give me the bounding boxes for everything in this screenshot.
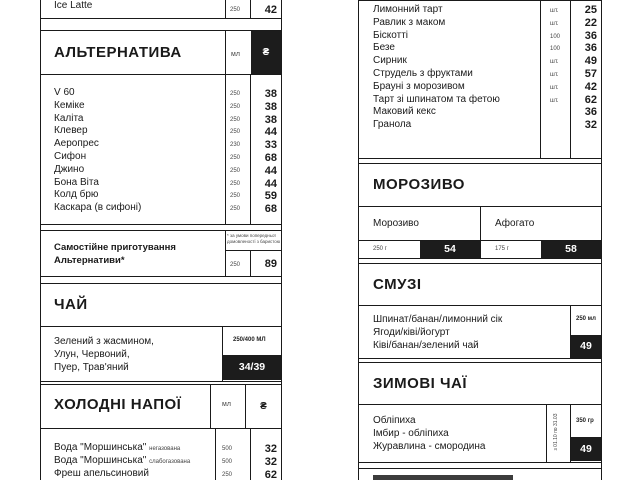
list-item: Маковий кекс	[373, 106, 436, 118]
list-item: Бона Віта	[54, 176, 99, 188]
item-price: 62	[264, 468, 277, 480]
item-price: 38	[264, 100, 277, 113]
section-title-tea: ЧАЙ	[54, 296, 88, 313]
item-price: 68	[264, 151, 277, 164]
list-item: Струдель з фруктами	[373, 67, 473, 79]
cold-unit-label: мл	[222, 401, 231, 408]
item-volume: 250	[230, 103, 241, 110]
item-price: 36	[584, 29, 597, 42]
ice-cream-item-2: Афогато	[495, 218, 535, 229]
item-volume: 250	[230, 206, 241, 213]
cold-item-0: Вода "Моршинська" негазована	[54, 442, 181, 453]
item-price: 57	[584, 67, 597, 80]
smoothie-price: 49	[571, 335, 601, 358]
item-price: 59	[264, 190, 277, 203]
list-item: V 60	[54, 87, 75, 98]
list-item: Каскара (в сифоні)	[54, 202, 142, 214]
section-title-alternative: АЛЬТЕРНАТИВА	[54, 44, 182, 61]
dessert-units	[550, 5, 560, 133]
list-item: Сирник	[373, 55, 407, 67]
item-unit	[550, 120, 560, 133]
tea-list	[54, 336, 154, 374]
alt-item-prices	[252, 88, 277, 216]
self-prep-line1: Самостійне приготування	[54, 242, 176, 253]
item-volume: 500	[222, 446, 233, 452]
item-unit: шт.	[550, 97, 559, 104]
section-title-winter-teas: ЗИМОВІ ЧАЇ	[373, 375, 468, 392]
list-item: Гранола	[373, 119, 412, 131]
ice-cream-item-2-price: 58	[541, 241, 601, 258]
item-price: 32	[264, 443, 277, 455]
item-price: 42	[584, 80, 597, 93]
smoothie-volume: 250 мл	[576, 316, 596, 322]
item-price: 36	[584, 106, 597, 119]
list-item: Аеропрес	[54, 138, 99, 150]
item-volume: 250	[230, 180, 241, 187]
item-unit: шт.	[550, 71, 559, 78]
list-item: Кеміке	[54, 99, 85, 111]
winter-tea-list	[373, 415, 485, 453]
cold-price-label: ₴	[260, 401, 267, 412]
item-price: 38	[264, 88, 277, 100]
list-item: Каліта	[54, 112, 84, 124]
winter-tea-season-note: з 01.10 по 31.03	[553, 413, 559, 451]
next-section-title-fragment	[373, 475, 513, 480]
cold-item-2: Фреш апельсиновий	[54, 468, 149, 479]
list-item: Ківі/банан/зелений чай	[373, 339, 479, 351]
item-volume: 250	[222, 471, 233, 478]
section-title-cold-drinks: ХОЛОДНІ НАПОЇ	[54, 396, 182, 413]
self-prep-line2: Альтернативи*	[54, 255, 125, 266]
item-unit: шт.	[550, 84, 559, 91]
cold-item-prices	[252, 443, 277, 480]
item-volume: 250	[230, 129, 241, 136]
list-item: Безе	[373, 42, 395, 54]
item-volume: 250	[230, 116, 241, 123]
self-prep-price: 89	[264, 258, 277, 270]
self-prep-note: * за умови попередньої домовленості з баристою	[227, 233, 281, 244]
list-item: Улун, Червоний,	[54, 348, 130, 360]
item-price: 32	[264, 455, 277, 468]
list-item: Тарт зі шпинатом та фетою	[373, 93, 500, 105]
alt-price-label: ₴	[251, 31, 281, 74]
item-volume: 230	[230, 142, 241, 149]
list-item: Журавлина - смородина	[373, 440, 486, 452]
dessert-names	[373, 4, 500, 132]
alt-item-names	[54, 87, 141, 215]
list-item: Пуер, Трав'яний	[54, 361, 129, 373]
section-title-ice-cream: МОРОЗИВО	[373, 176, 465, 193]
alt-item-volumes	[230, 88, 240, 216]
item-volume: 250	[230, 91, 241, 97]
section-title-smoothie: СМУЗІ	[373, 276, 422, 293]
item-price: 22	[584, 16, 597, 29]
smoothie-list	[373, 314, 502, 352]
list-item: Зелений з жасмином,	[54, 336, 154, 347]
list-item: Лимонний тарт	[373, 4, 443, 15]
ice-cream-item-1: Морозиво	[373, 218, 419, 229]
winter-tea-volume: 350 гр	[576, 418, 594, 424]
item-volume: 250	[230, 154, 241, 161]
list-item: Равлик з маком	[373, 16, 446, 28]
list-item: Обліпиха	[373, 415, 416, 426]
tea-price: 34/39	[223, 355, 281, 380]
self-prep-volume: 250	[230, 262, 241, 268]
item-price: 44	[264, 126, 277, 139]
list-item: Джино	[54, 163, 85, 175]
item-price: 62	[584, 93, 597, 106]
cold-item-1: Вода "Моршинська" слабогазована	[54, 455, 191, 466]
item-unit: шт.	[550, 59, 559, 66]
ice-cream-item-1-price: 54	[420, 241, 480, 258]
item-unit: шт.	[550, 8, 559, 14]
tea-volume: 250/400 МЛ	[233, 337, 266, 343]
item-unit: 100	[550, 33, 561, 40]
cold-item-volumes	[222, 443, 232, 480]
item-volume: 500	[222, 458, 233, 465]
item-price: 44	[264, 164, 277, 177]
item-volume: 250	[230, 193, 241, 200]
item-price: 49	[584, 55, 597, 68]
list-item: Імбир - обліпиха	[373, 427, 449, 439]
item-volume: 250	[230, 167, 241, 174]
item-ice-latte: Ice Latte	[54, 0, 93, 11]
list-item: Біскотті	[373, 29, 408, 41]
alt-unit-label: мл	[231, 51, 240, 58]
list-item: Ягоди/ківі/йогурт	[373, 326, 450, 338]
ice-cream-item-2-weight: 175 г	[495, 246, 509, 252]
list-item: Шпинат/банан/лимонний сік	[373, 314, 503, 325]
item-unit: шт.	[550, 20, 559, 27]
ice-cream-item-1-weight: 250 г	[373, 246, 387, 252]
item-price: 32	[584, 119, 597, 132]
item-price: 36	[584, 42, 597, 55]
item-ice-latte-price: 42	[264, 4, 277, 16]
item-price: 38	[264, 113, 277, 126]
item-price: 33	[264, 139, 277, 152]
item-price: 68	[264, 203, 277, 216]
item-unit	[550, 107, 560, 120]
dessert-prices	[572, 4, 597, 132]
winter-tea-price: 49	[571, 437, 601, 461]
list-item: Брауні з морозивом	[373, 80, 465, 92]
item-price: 44	[264, 177, 277, 190]
list-item: Колд брю	[54, 189, 99, 201]
item-unit: 100	[550, 46, 561, 53]
list-item: Клевер	[54, 125, 88, 137]
item-ice-latte-volume: 250	[230, 7, 241, 13]
list-item: Сифон	[54, 150, 87, 162]
item-price: 25	[584, 4, 597, 16]
